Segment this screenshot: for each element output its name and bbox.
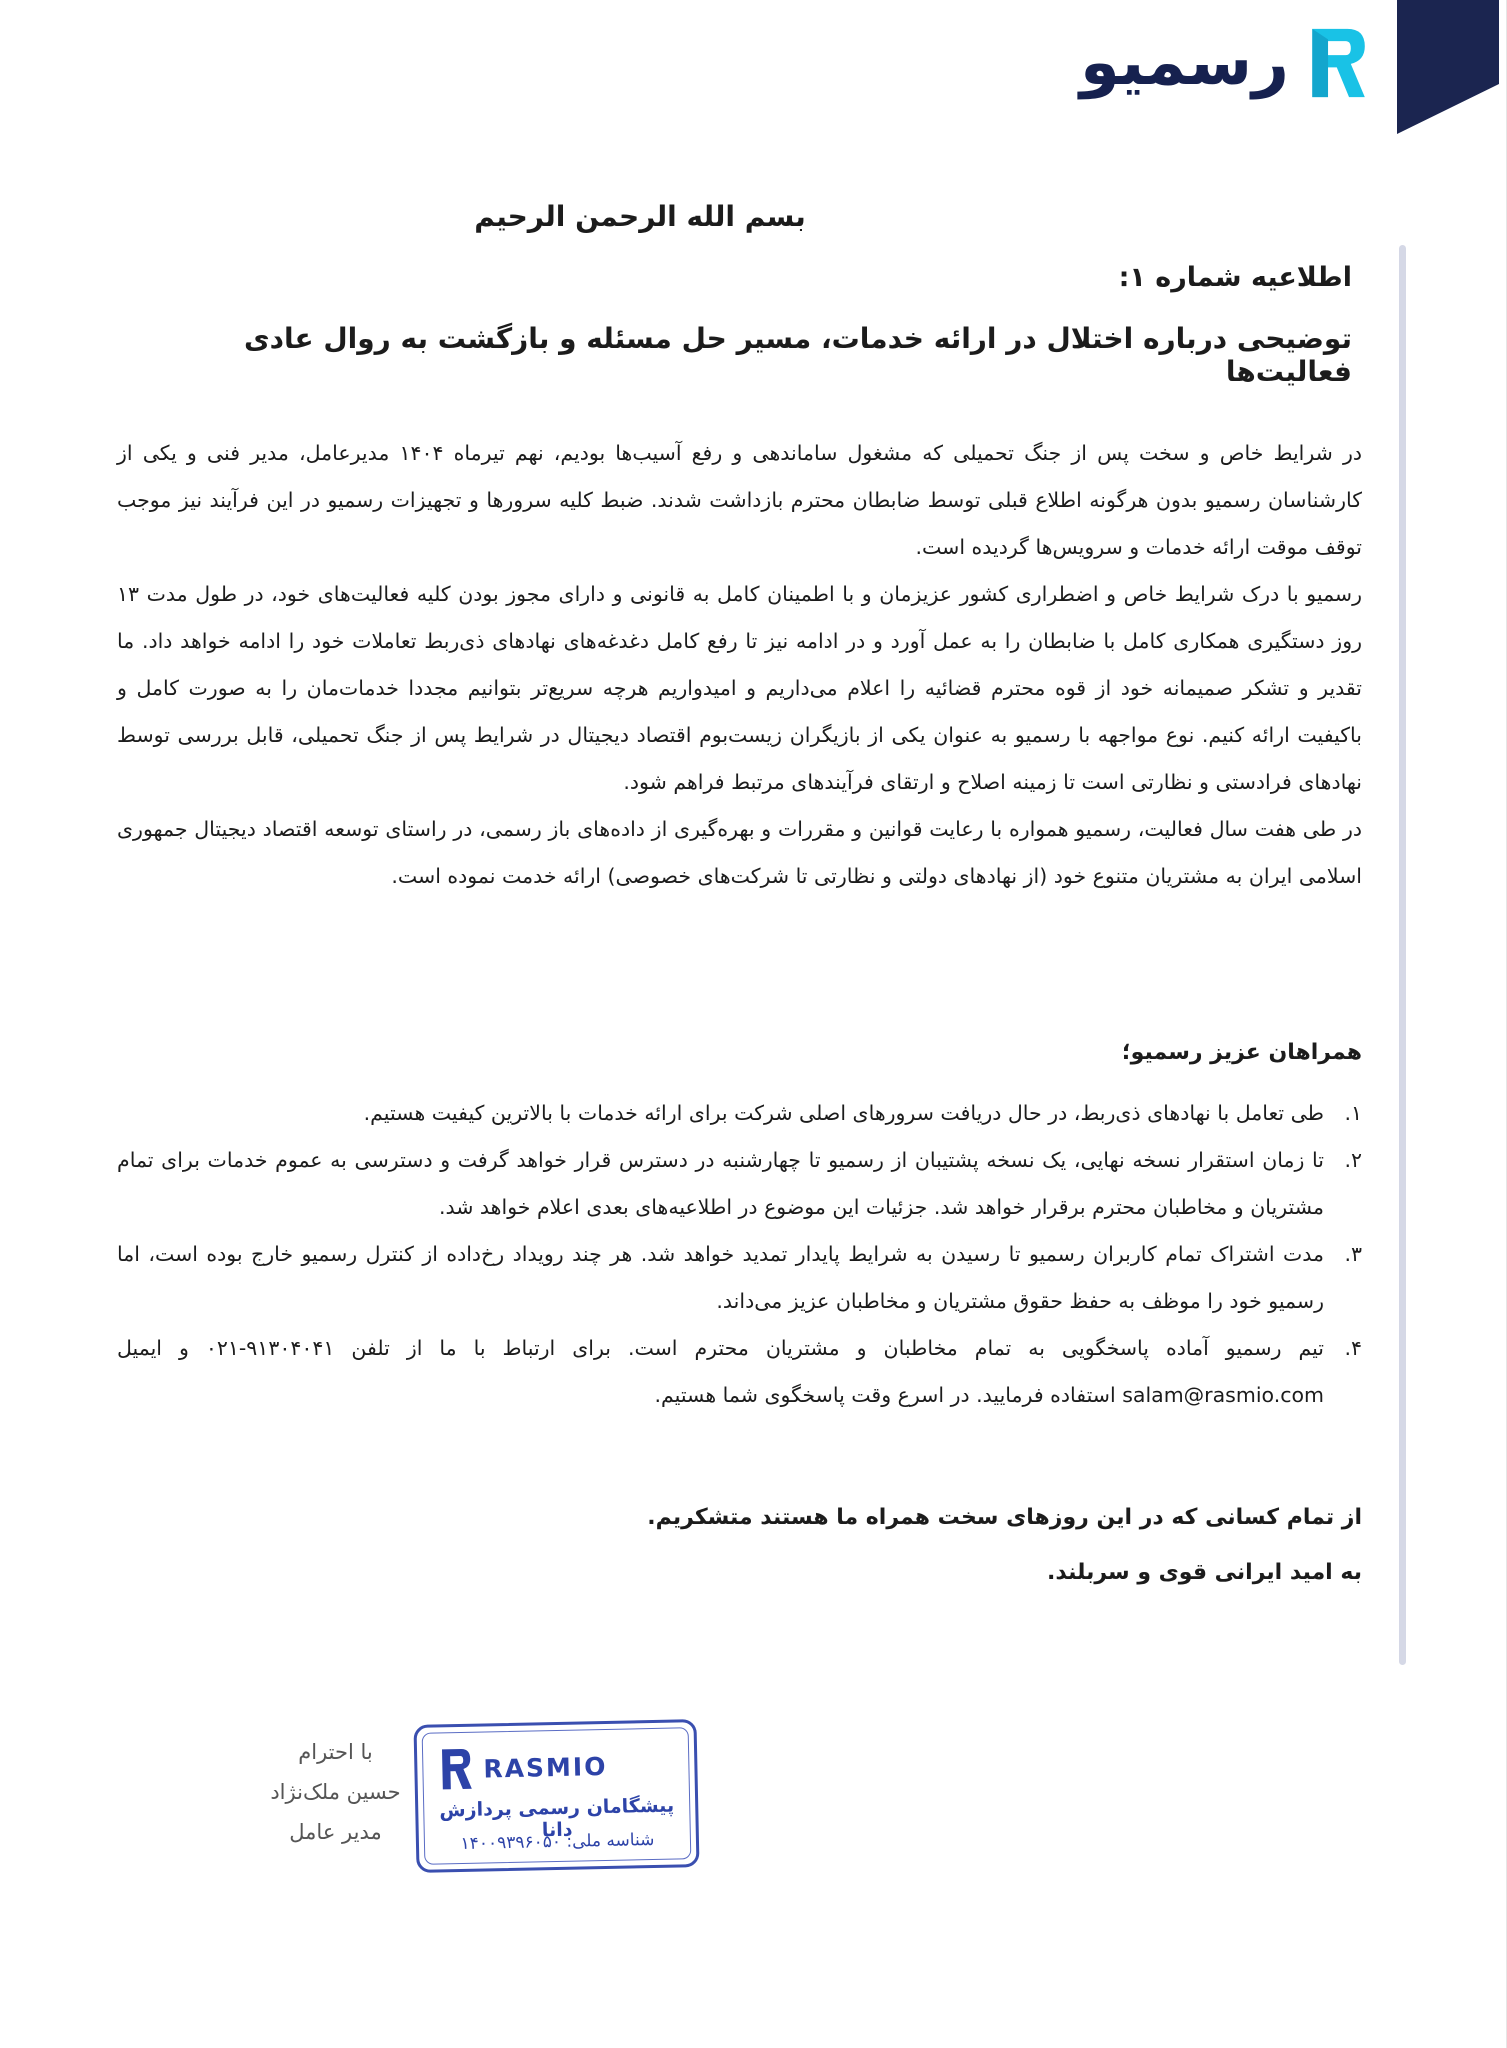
bismillah-heading: بسم الله الرحمن الرحیم — [474, 200, 806, 233]
list-item-number: ۳. — [1344, 1242, 1362, 1266]
list-item-text: طی تعامل با نهادهای ذی‌ربط، در حال دریافت سرورهای اصلی شرکت برای ارائه خدمات با بالاترین کیفیت هستیم. — [363, 1101, 1324, 1125]
list-item-number: ۲. — [1344, 1148, 1362, 1172]
list-item — [117, 1325, 1362, 1419]
list-item-number: ۱. — [1344, 1101, 1362, 1125]
list-item-text: مدت اشتراک تمام کاربران رسمیو تا رسیدن به شرایط پایدار تمدید خواهد شد. هر چند رویداد رخ‌داده از کنترل رسمیو خارج بوده است، اما رسمیو خود را موظف به حفظ حقوق مشتریان و مخاطبان عزیز می‌داند. — [117, 1242, 1324, 1313]
signature-role: مدیر عامل — [289, 1820, 382, 1844]
list-item — [117, 1231, 1362, 1325]
body-paragraph: در طی هفت سال فعالیت، رسمیو همواره با رعایت قوانین و مقررات و بهره‌گیری از داده‌های باز رسمی، در راستای توسعه اقتصاد دیجیتال جمهوری اسلامی ایران به مشتریان متنوع خود (از نهادهای دولتی و نظارتی تا شرکت‌های خصوصی) ارائه خدمت نموده است. — [117, 817, 1362, 888]
rasmio-mark-icon — [1307, 20, 1370, 106]
list-item — [117, 1090, 1362, 1137]
signature-regards: با احترام — [298, 1740, 373, 1764]
logo-wordmark: رسمیو — [1080, 26, 1289, 100]
notice-number: اطلاعیه شماره ۱: — [1118, 262, 1352, 293]
notice-title: توضیحی درباره اختلال در ارائه خدمات، مسیر حل مسئله و بازگشت به روال عادی فعالیت‌ها — [243, 322, 1352, 388]
stamp-mark-icon — [439, 1747, 474, 1792]
stamp-company-name: پیشگامان رسمی پردازش دانا — [439, 1794, 675, 1842]
stamp-national-id: شناسه ملی: ۱۴۰۰۹۳۹۶۰۵۰ — [460, 1829, 655, 1855]
contact-text-end: استفاده فرمایید. در اسرع وقت پاسخگوی شما هستیم. — [654, 1383, 1123, 1407]
signature-name: حسین ملک‌نژاد — [270, 1780, 401, 1804]
stamp-logo — [439, 1744, 608, 1792]
greeting: همراهان عزیز رسمیو؛ — [1121, 1040, 1362, 1065]
closing-thanks: از تمام کسانی که در این روزهای سخت همراه ما هستند متشکریم. — [647, 1505, 1362, 1530]
company-stamp — [413, 1719, 699, 1873]
list-item-number: ۴. — [1344, 1336, 1362, 1360]
contact-text: تیم رسمیو آماده پاسخگویی به تمام مخاطبان و مشتریان محترم است. برای ارتباط با ما از تلفن ۹۱۳۰۴۰۴۱-۰۲۱ و ایمیل — [117, 1336, 1324, 1360]
list-item-text — [117, 1325, 1324, 1419]
list-item-text: تا زمان استقرار نسخه نهایی، یک نسخه پشتیبان از رسمیو تا چهارشنبه در دسترس قرار خواهد گرفت و دسترسی به عموم خدمات برای تمام مشتریان و مخاطبان محترم برقرار خواهد شد. جزئیات این موضوع در اطلاعیه‌های بعدی اعلام خواهد شد. — [117, 1148, 1324, 1219]
signature-block — [248, 1732, 423, 1852]
closing-hope: به امید ایرانی قوی و سربلند. — [1047, 1560, 1362, 1585]
stamp-brand: RASMIO — [483, 1751, 608, 1784]
corner-ribbon-decoration — [1397, 0, 1499, 134]
rasmio-logo — [1080, 18, 1370, 108]
body-paragraph: رسمیو با درک شرایط خاص و اضطراری کشور عزیزمان و با اطمینان کامل به قانونی و دارای مجوز بودن کلیه فعالیت‌های خود، در طول مدت ۱۳ روز دستگیری همکاری کامل با ضابطان را به عمل آورد و در ادامه نیز تا رفع کامل دغدغه‌های نهادهای ذی‌ربط تعاملات خود را ادامه خواهد داد. ما تقدیر و تشکر صمیمانه خود از قوه محترم قضائیه را اعلام می‌داریم و امیدواریم هرچه سریع‌تر بتوانیم مجددا خدمات‌مان را به صورت کامل و باکیفیت ارائه کنیم. نوع مواجهه با رسمیو به عنوان یکی از بازیگران زیست‌بوم اقتصاد دیجیتال در شرایط پس از جنگ تحمیلی، قابل بررسی توسط نهادهای فرادستی و نظارتی است تا زمینه اصلاح و ارتقای فرآیندهای مرتبط فراهم شود. — [117, 582, 1362, 794]
numbered-list — [117, 1090, 1362, 1419]
list-item — [117, 1137, 1362, 1231]
body-paragraph: در شرایط خاص و سخت پس از جنگ تحمیلی که مشغول ساماندهی و رفع آسیب‌ها بودیم، نهم تیرماه ۱۴۰۴ مدیرعامل، مدیر فنی و یکی از کارشناسان رسمیو بدون هرگونه اطلاع قبلی توسط ضابطان محترم بازداشت شدند. ضبط کلیه سرورها و تجهیزات رسمیو در این فرآیند نیز موجب توقف موقت ارائه خدمات و سرویس‌ها گردیده است. — [117, 441, 1362, 559]
email-address: salam@rasmio.com — [1122, 1383, 1324, 1407]
side-margin-rule — [1399, 245, 1406, 1665]
letter-body — [117, 430, 1362, 900]
